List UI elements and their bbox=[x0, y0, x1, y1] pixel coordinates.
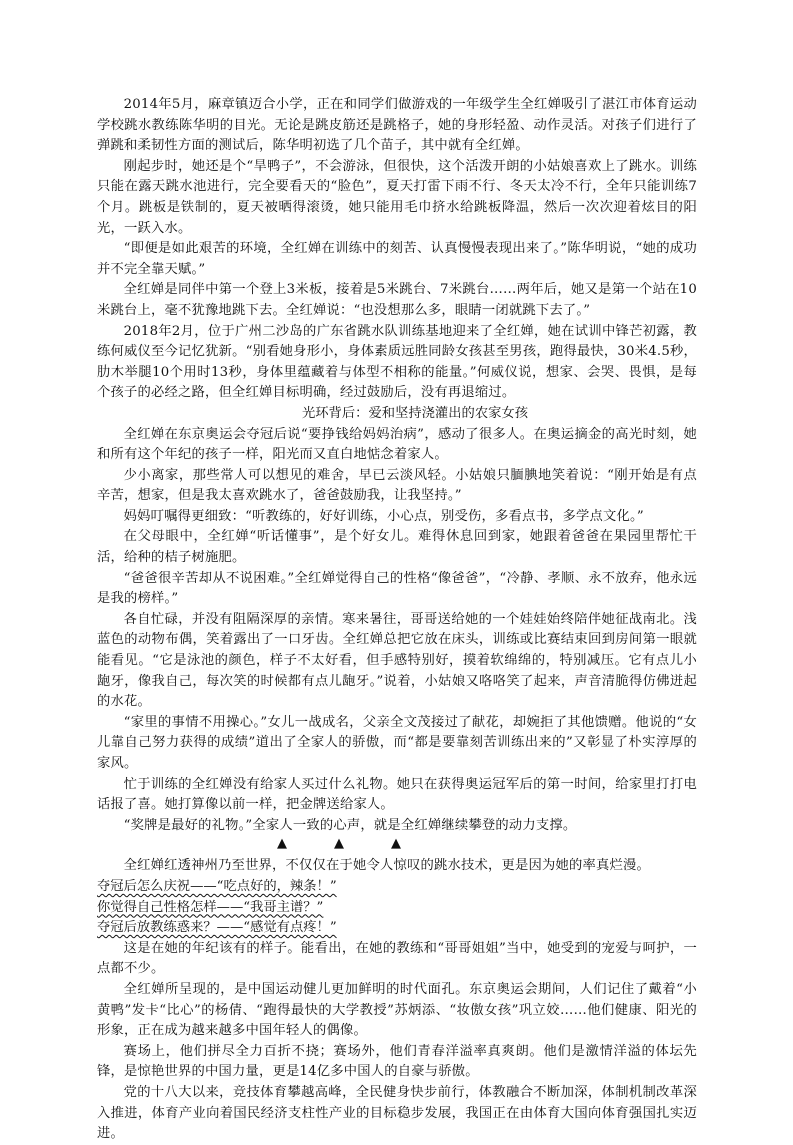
paragraph: 少小离家，那些常人可以想见的难舍，早已云淡风轻。小姑娘只腼腆地笑着说：“刚开始是有点辛苦，想家，但是我太喜欢跳水了，爸爸鼓励我，让我坚持。” bbox=[97, 467, 697, 504]
paragraph: “家里的事情不用操心。”女儿一战成名，父亲全文茂接过了献花，却婉拒了其他馈赠。他说的“女儿靠自己努力获得的成绩”道出了全家人的骄傲，而“都是要靠刻苦训练出来的”又彰显了朴实淳厚的家风。 bbox=[97, 714, 697, 771]
triangle-icon: ▲ bbox=[391, 836, 401, 852]
qa-line: 你觉得自己性格怎样——“我哥主谱？” bbox=[97, 899, 324, 915]
section-separator bbox=[97, 836, 697, 856]
paragraph: 全红婵是同伴中第一个登上3米板，接着是5米跳台、7米跳台……两年后，她又是第一个站在10米跳台上，毫不犹豫地跳下去。全红婵说：“也没想那么多，眼睛一闭就跳下去了。” bbox=[97, 282, 697, 318]
paragraph: “奖牌是最好的礼物。”全家人一致的心声，就是全红婵继续攀登的动力支撑。 bbox=[123, 817, 577, 833]
paragraph: 全红婵所呈现的，是中国运动健儿更加鲜明的时代面孔。东京奥运会期间，人们记住了戴着“小黄鸭”发卡“比心”的杨倩、“跑得最快的大学教授”苏炳添、“妆傲女孩”巩立姣……他们健康、阳光的形象，正在成为越来越多中国年轻人的偶像。 bbox=[97, 981, 697, 1039]
triangle-icon: ▲ bbox=[277, 836, 287, 852]
paragraph: 2014年5月，麻章镇迈合小学，正在和同学们做游戏的一年级学生全红婵吸引了湛江市体育运动学校跳水教练陈华明的目光。无论是跳皮筋还是跳格子，她的身形轻盈、动作灵活。对孩子们进行了弹跳和柔韧性方面的测试后，陈华明初选了几个苗子，其中就有全红婵。 bbox=[97, 97, 697, 154]
paragraph: 赛场上，他们拼尽全力百折不挠；赛场外，他们青春洋溢率真爽朗。他们是激情洋溢的体坛先锋，是惊艳世界的中国力量，更是14亿多中国人的自豪与骄傲。 bbox=[97, 1043, 697, 1080]
paragraph: 党的十八大以来，竞技体育攀越高峰，全民健身快步前行，体教融合不断加深，体制机制改革深入推进，体育产业向着国民经济支柱性产业的目标稳步发展，我国正在由体育大国向体育强国扎实迈进。 bbox=[97, 1084, 697, 1142]
paragraph: 这是在她的年纪该有的样子。能看出，在她的教练和“哥哥姐姐”当中，她受到的宠爱与呵护，一点都不少。 bbox=[97, 940, 697, 977]
qa-line: 夺冠后放教练惑来？——“感觉有点疼！” bbox=[97, 920, 337, 936]
paragraph: “爸爸很辛苦却从不说困难。”全红婵觉得自己的性格“像爸爸”，“冷静、孝顺、永不放弃，他永远是我的榜样。” bbox=[97, 570, 697, 607]
paragraph: 2018年2月，位于广州二沙岛的广东省跳水队训练基地迎来了全红婵，她在试训中锋芒初露，教练何威仪至今记忆犹新。“别看她身形小，身体素质远胜同龄女孩甚至男孩，跑得最快，30米4.5秒，肋木举腿10个用时13秒，身体里蕴藏着与体型不相称的能量。”何威仪说，想家、会哭、畏惧，是每个孩子的必经之路，但全红婵目标明确，经过鼓励后，没有再退缩过。 bbox=[97, 323, 697, 401]
section-heading-text: 光环背后：爱和坚持浇灌出的农家女孩 bbox=[301, 405, 529, 421]
section-heading bbox=[97, 404, 697, 425]
paragraph: 刚起步时，她还是个“旱鸭子”，不会游泳，但很快，这个活泼开朗的小姑娘喜欢上了跳水。训练只能在露天跳水池进行，完全要看天的“脸色”，夏天打雷下雨不行、冬天太冷不行，全年只能训练7个月。跳板是铁制的，夏天被晒得滚烫，她只能用毛巾挤水给跳板降温，然后一次次迎着炫目的阳光，一跃入水。 bbox=[97, 158, 697, 236]
triangle-icon: ▲ bbox=[334, 836, 344, 852]
article-body bbox=[97, 95, 697, 1145]
paragraph: 全红婵在东京奥运会夺冠后说“要挣钱给妈妈治病”，感动了很多人。在奥运摘金的高光时刻，她和所有这个年纪的孩子一样，阳光而又直白地惦念着家人。 bbox=[97, 426, 697, 463]
paragraph: “即便是如此艰苦的环境，全红婵在训练中的刻苦、认真慢慢表现出来了。”陈华明说，“她的成功并不完全靠天赋。” bbox=[97, 241, 697, 277]
paragraph: 全红婵红透神州乃至世界，不仅仅在于她令人惊叹的跳水技术，更是因为她的率真烂漫。 bbox=[123, 858, 650, 874]
paragraph: 在父母眼中，全红婵“听话懂事”，是个好女儿。难得休息回到家，她跟着爸爸在果园里帮忙干活，给种的桔子树施肥。 bbox=[97, 529, 697, 566]
paragraph: 忙于训练的全红婵没有给家人买过什么礼物。她只在获得奥运冠军后的第一时间，给家里打打电话报了喜。她打算像以前一样，把金牌送给家人。 bbox=[97, 776, 697, 813]
qa-line: 夺冠后怎么庆祝——“吃点好的，辣条！” bbox=[97, 878, 337, 894]
paragraph: 各自忙碌，并没有阻隔深厚的亲情。寒来暑往，哥哥送给她的一个娃娃始终陪伴她征战南北。浅蓝色的动物布偶，笑着露出了一口牙齿。全红婵总把它放在床头，训练或比赛结束回到房间第一眼就能看见。“它是泳池的颜色，样子不太好看，但手感特别好，摸着软绵绵的，特别减压。它有点儿小龅牙，像我自己，每次笑的时候都有点儿龅牙。”说着，小姑娘又咯咯笑了起来，声音清脆得仿佛迸起的水花。 bbox=[97, 611, 697, 710]
paragraph: 妈妈叮嘱得更细致：“听教练的，好好训练，小心点，别受伤，多看点书，多学点文化。” bbox=[123, 508, 644, 524]
